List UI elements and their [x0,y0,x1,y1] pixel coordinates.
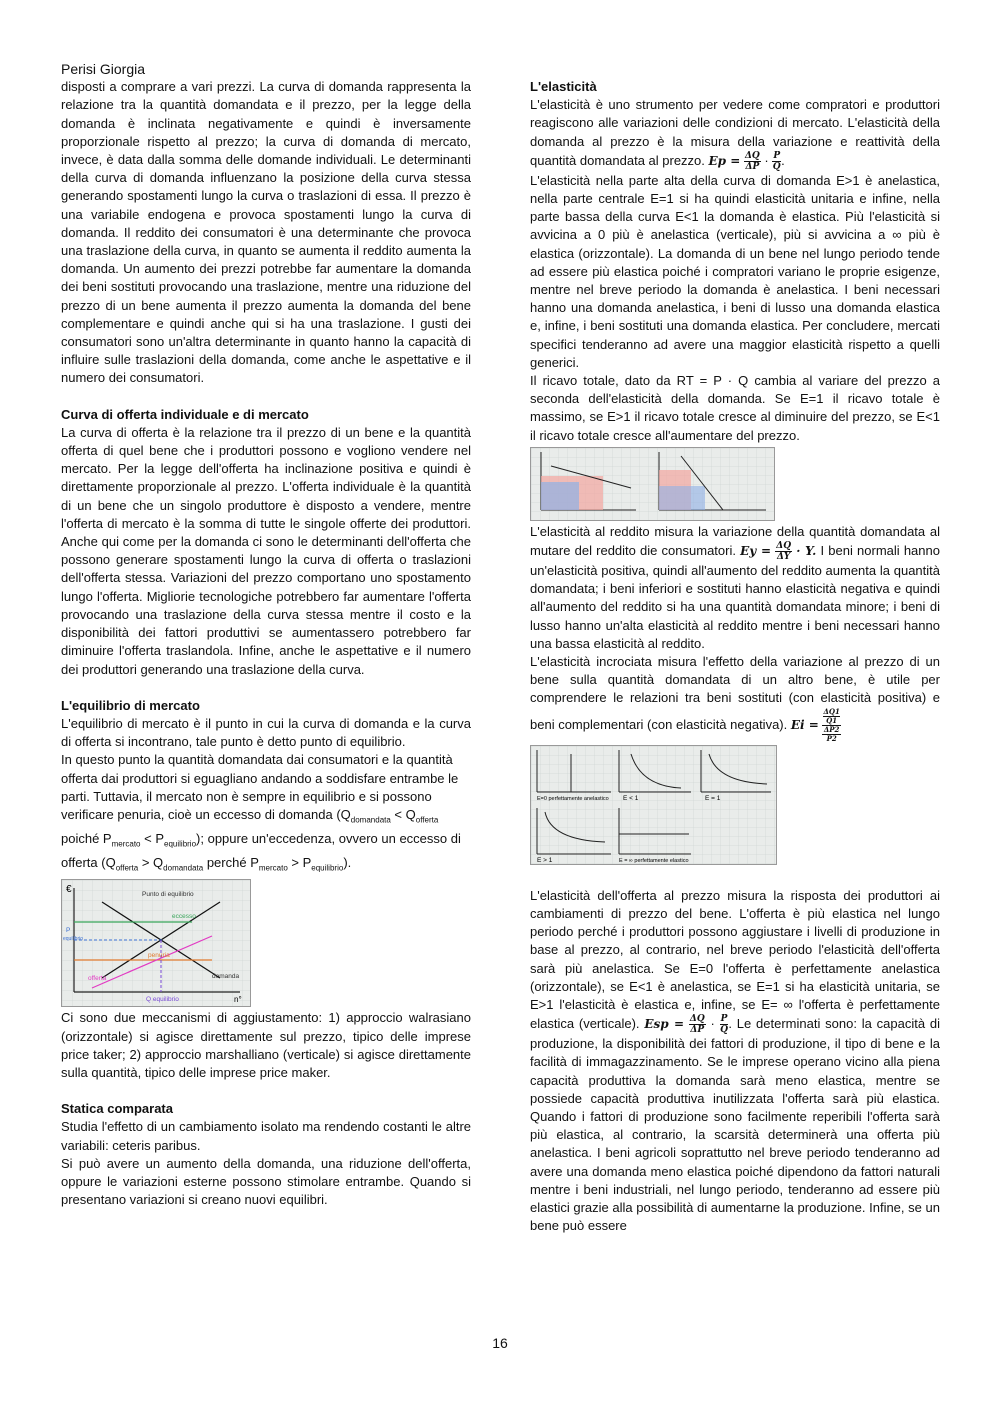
elasticity-graphs-image [530,745,777,865]
x-axis-label: n° [234,995,242,1005]
page-number: 16 [492,1335,508,1351]
paragraph-equilibrio-2: In questo punto la quantità domandata dai consumatori e la quantità offerta dai produttori si eguagliano andando a soddisfare entrambe le parti. Tuttavia, il mercato non è sempre in equilibrio e si possono verificare penuria, cioè un eccesso di domanda ($Q_{domandata} < Q_{offerta}$ poiché $P_{mercato} < P_{equilibrio}$); oppure un'eccedenza, ovvero un eccesso di offerta ($Q_{offerta} > Q_{domandata}$ perché $P_{mercato} > P_{equilibrio}$). [61,752,461,873]
paragraph-incrociata: L'elasticità incrociata misura l'effetto della variazione al prezzo di un bene sulla quantità domandata di un altro bene, è utile per comprendere le relazioni tra beni sostituti (con elasticità positiva) e beni complementari (con elasticità negativa). Ei = ΔQ1 Q1 ΔP2 P2 [530,654,940,743]
left-column [61,60,471,1209]
label-egt1: E > 1 [537,856,553,864]
q-equilibrio-label: Q equilibrio [146,996,179,1004]
heading-equilibrio: L'equilibrio di mercato [61,697,200,713]
author-name: Perisi Giorgia [61,61,146,77]
paragraph-elasticita-1: L'elasticità è uno strumento per vedere come compratori e produttori reagiscono alle variazioni delle condizioni di mercato. L'elasticità della domanda al prezzo è la misura della variazione e reattività della quantità domandata al prezzo. Ep = $\frac{\Delta Q}{\Delta P}$ · $\frac{P}{Q}$ . [530,97,940,172]
heading-offerta: Curva di offerta individuale e di mercato [61,406,309,422]
p-label: P [66,927,71,935]
paragraph-equilibrio-1: L'equilibrio di mercato è il punto in cui la curva di domanda e la curva di offerta si incontrano, tale punto è detto punto di equilibrio. [61,715,471,750]
paragraph-ricavo: Il ricavo totale, dato da RT = P · Q cambia al variare del prezzo a seconda dell'elasticità della domanda. Se E=1 il ricavo totale è massimo, se E>1 il ricavo totale cresce al diminuire del prezzo, se E<1 il ricavo totale cresce all'aumentare del prezzo. [530,373,940,443]
punto-equilibrio-label: Punto di equilibrio [142,891,194,899]
revenue-area-4 [659,486,705,510]
right-column [530,78,940,1235]
elasticity-graphs [531,746,776,864]
label-elt1: E < 1 [623,794,639,802]
paragraph-statica-1: Studia l'effetto di un cambiamento isolato ma rendendo costanti le altre variabili: ceteris paribus. [61,1119,471,1153]
equilibrium-graph [62,880,250,1006]
paragraph-statica-2: Si può avere un aumento della domanda, una riduzione dell'offerta, oppure le variazioni esterne possono stimolare entrambe. Quando si presentano variazioni si creano nuovi equilibri. [61,1155,471,1208]
label-einf: E = ∞ perfettamente elastico [619,857,689,864]
label-e1: E = 1 [705,794,721,802]
paragraph-offerta: La curva di offerta è la relazione tra il prezzo di un bene e la quantità offerta di quel bene che i produttori possono e vogliono vendere nel mercato. Per la legge dell'offerta ha inclinazione positiva e quindi è direttamente proporzionale al prezzo. L'offerta individuale è la quantità di un bene che un singolo produttore è disposto a vendere, mentre l'offerta di mercato è la somma di tutte le singole offerte dei produttori. Anche qui come per la domanda ci sono le determinanti dell'offerta che possono generare spostamenti lungo la curva di offerta o traslazioni dell'offerta stessa. Variazioni del prezzo comportano uno spostamento lungo l'offerta. Migliorie tecnologiche potrebbero far aumentare l'offerta provocando una traslazione della curva stessa mentre il costo e la disponibilità dei fattori produttivi se aumentassero potrebbero far diminuire l'offerta traslandola. Infine, anche le aspettative e il numero dei produttori generando una traslazione della curva. [61,424,471,677]
revenue-graphs-image [530,447,775,521]
revenue-graphs [531,448,774,520]
heading-elasticita: L'elasticità [530,79,597,94]
revenue-area-2 [541,482,579,510]
p-equilibrio-sub: equilibrio [63,936,84,943]
domanda-label: domanda [212,973,240,981]
paragraph-meccanismi: Ci sono due meccanismi di aggiustamento: 1) approccio walrasiano (orizzontale) si agisce direttamente sul prezzo, tipico delle imprese price taker; 2) approccio marshalliano (verticale) si agisce direttamente sulla quantità, tipico delle imprese price maker. [61,1010,471,1080]
paragraph-elasticita-2: L'elasticità nella parte alta della curva di domanda E>1 è anelastica, nella parte centrale E=1 si ha quindi elasticità unitaria e infine, nella parte bassa della curva E<1 la domanda è elastica. Più l'elasticità si avvicina a 0 più è anelastica (verticale), più si avvicina a ∞ più è elastica (orizzontale). La domanda di un bene nel lungo periodo tende ad essere più elastica poiché i compratori variano le proprie esigenze, mentre nel breve periodo la domanda è anelastica. I beni necessari hanno una domanda anelastica, i beni di lusso una domanda elastica e, infine, i beni sostituti una domanda elastica. Per concludere, mercati specifici tenderanno ad avere una maggior elasticità rispetto a quelli generici. [530,172,940,370]
penuria-label: penuria [148,952,170,960]
heading-statica: Statica comparata [61,1101,173,1117]
equilibrium-graph-image [61,879,251,1007]
label-e0: E=0 perfettamente anelastico [537,795,609,802]
paragraph-reddito: L'elasticità al reddito misura la variazione della quantità domandata al mutare del reddito die consumatori. Ey = $\frac{\Delta Q}{\Delta Y}$ · Y. I beni normali hanno un'elasticità positiva, quindi all'aumento del reddito aumenta la quantità domandata; i beni inferiori e sostituti hanno elasticità negativa e quindi all'aumento del reddito si ha una quantità domandata minore; i beni di lusso hanno un'alta elasticità al reddito mentre i beni necessari hanno una bassa elasticità al reddito. [530,523,940,651]
y-axis-label: € [66,884,72,896]
paragraph-domanda: disposti a comprare a vari prezzi. La curva di domanda rappresenta la relazione tra la quantità domandata e il prezzo, per la legge della domanda è inclinata negativamente e quindi è inversamente proporzionale rispetto al prezzo; la curva di domanda di mercato, invece, è data dalla somma delle domande individuali. Le determinanti della curva di domanda influenzano la posizione della curva stessa generando spostamenti lungo la curva o traslazioni di essa. Il prezzo è una variabile endogena e provoca spostamenti lungo la curva di domanda. Il reddito dei consumatori è una determinante che provoca una traslazione della curva, in quanto se aumenta il reddito aumenta la domanda. Un aumento dei prezzi potrebbe far aumentare la domanda dei beni sostituti provocando una traslazione, mentre una riduzione del prezzo di un bene aumenta il prezzo aumenta la domanda del bene complementare e quindi anche qui si ha una traslazione. I gusti dei consumatori sono un'altra determinante in quanto hanno la capacità di influire sulle traslazioni della domanda, come anche le aspettative e il numero dei consumatori. [61,79,471,386]
paragraph-elasticita-offerta: L'elasticità dell'offerta al prezzo misura la risposta dei produttori ai cambiamenti di prezzo del bene. L'offerta è più elastica nel lungo periodo perché i produttori possono aggiustare i livelli di produzione in base al prezzo, al contrario, nel breve periodo l'elasticità dell'offerta sarà più anelastica. Se E=0 l'offerta è perfettamente anelastica (orizzontale), se E<1 è anelastica, se E=1 si ha elasticità unitaria, se E>1 l'elasticità è elastica e, infine, se E= ∞ l'offerta è perfettamente elastica (verticale). Esp = $\frac{\Delta Q}{\Delta P}$ · $\frac{P}{Q}$ . Le determinati sono: la capacità di produzione, la disponibilità dei fattori di produzione, il tipo di bene e la facilità di immagazzinamento. Se le imprese operano vicino alla piena capacità produttiva la domanda sarà meno elastica, mentre se possiede capacità produttiva inutilizzata l'offerta sarà più elastica. Quando i fattori di produzione sono facilmente reperibili l'offerta sarà più elastica, al contrario, la scarsità determinerà una offerta più anelastica. I beni agricoli soprattutto nel breve periodo tenderanno ad avere una domanda meno elastica poiché dipendono da fattori naturali mentre i beni industriali, nel lungo periodo, tenderanno ad essere più elastici grazie alla possibilità di aumentarne la produzione. Infine, se un bene può essere [530,887,940,1234]
offerta-label: offerta [88,975,107,983]
eccesso-label: eccesso [172,913,196,921]
